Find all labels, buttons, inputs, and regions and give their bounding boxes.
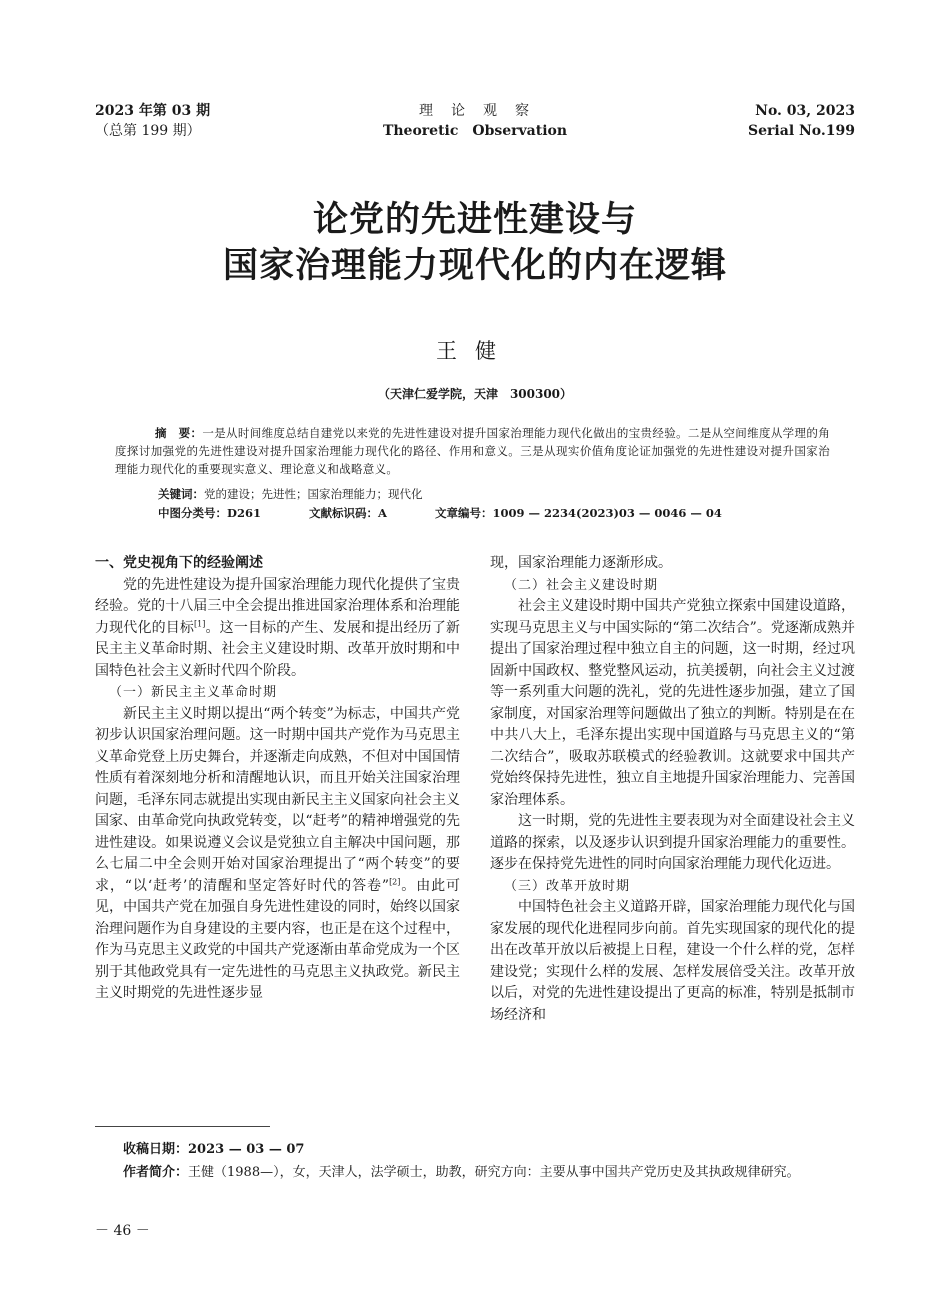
- clc-value: D261: [227, 506, 261, 520]
- article-number-label: 文章编号：: [434, 506, 493, 520]
- author-bio-text: 王健（1988—），女，天津人，法学硕士，助教，研究方向：主要从事中国共产党历史及其执政规律研究。: [188, 1165, 800, 1180]
- journal-issue: [95, 101, 210, 141]
- subsection-heading: （一）新民主主义革命时期: [109, 685, 278, 700]
- citation: [1]: [194, 618, 206, 628]
- section-heading-1: 一、党史视角下的经验阐述: [95, 555, 263, 571]
- title-line-2: 国家治理能力现代化的内在逻辑: [222, 246, 727, 286]
- keywords: [158, 485, 423, 503]
- author-bio: [95, 1162, 855, 1183]
- subsection-heading: （三）改革开放时期: [504, 878, 631, 894]
- paragraph: 这一时期，党的先进性主要表现为对全面建设社会主义道路的探索，以及逐步认识到提升国家治理能力的重要性。逐步在保持党先进性的同时向国家治理能力现代化迈进。: [490, 813, 855, 872]
- classification-line: [158, 504, 722, 522]
- page-number: － 46 －: [95, 1223, 150, 1239]
- author-affiliation: （天津仁爱学院，天津 300300）: [377, 387, 573, 401]
- abstract: [115, 424, 830, 478]
- paragraph: 社会主义建设时期中国共产党独立探索中国建设道路，实现马克思主义与中国实际的“第二次结合”。党逐渐成熟并提出了国家治理过程中独立自主的问题，这一时期，经过巩固新中国政权、整党整风运动，抗美援朝，向社会主义过渡等一系列重大问题的洗礼，党的先进性逐步加强，建立了国家制度，对国家治理等问题做出了独立的判断。特别是在在中共八大上，毛泽东提出实现中国道路与马克思主义的“第二次结合”，吸取苏联模式的经验教训。这就要求中国共产党始终保持先进性，独立自主地提升国家治理能力、完善国家治理体系。: [490, 598, 855, 808]
- received-value: 2023 — 03 — 07: [188, 1142, 305, 1157]
- doc-code-value: A: [378, 506, 387, 520]
- journal-name-en: Theoretic Observation: [382, 123, 568, 139]
- journal-name: [345, 101, 605, 141]
- paragraph: 新民主主义时期以提出“两个转变”为标志，中国共产党初步认识国家治理问题。这一时期中国共产党作为马克思主义革命党登上历史舞台，并逐渐走向成熟，不但对中国国情性质有着深刻地分析和清醒地认识，而且开始关注国家治理问题，毛泽东同志就提出实现由新民主主义国家向社会主义国家、由革命党向执政党转变，以“赶考”的精神增强党的先进性建设。如果说遵义会议是党独立自主解决中国问题，那么七届二中全会则开始对国家治理提出了“两个转变”的要求，“以‘赶考’的清醒和坚定答好时代的答卷”[2]。由此可见，中国共产党在加强自身先进性建设的同时，始终以国家治理问题作为自身建设的主要内容，也正是在这个过程中，作为马克思主义政党的中国共产党逐渐由革命党成为一个区别于其他政党具有一定先进性的马克思主义执政党。新民主主义时期党的先进性逐步显: [95, 705, 460, 1001]
- footnote-divider: [95, 1126, 270, 1127]
- paragraph: 中国特色社会主义道路开辟，国家治理能力现代化与国家发展的现代化进程同步向前。首先实现国家的现代化的提出在改革开放以后被提上日程，建设一个什么样的党，怎样建设党；实现什么样的发展、怎样发展倍受关注。改革开放以后，对党的先进性建设提出了更高的标准，特别是抵制市场经济和: [490, 899, 855, 1023]
- abstract-label: 摘 要：: [155, 426, 203, 440]
- subsection-heading: （二）社会主义建设时期: [504, 577, 659, 593]
- serial-number-line: Serial No.199: [748, 123, 855, 139]
- title-line-1: 论党的先进性建设与: [312, 200, 637, 240]
- received-date: [95, 1139, 855, 1160]
- keywords-text: 党的建设；先进性；国家治理能力；现代化: [204, 487, 423, 501]
- paragraph-continuation: 现，国家治理能力逐渐形成。: [490, 555, 672, 571]
- number-line: No. 03, 2023: [755, 103, 855, 119]
- author-bio-label: 作者简介：: [123, 1165, 189, 1180]
- journal-name-cn: 理 论 观 察: [419, 103, 531, 119]
- paragraph: 党的先进性建设为提升国家治理能力现代化提供了宝贵经验。党的十八届三中全会提出推进国家治理体系和治理能力现代化的目标[1]。这一目标的产生、发展和提出经历了新民主主义革命时期、社会主义建设时期、改革开放时期和中国特色社会主义新时代四个阶段。: [95, 576, 461, 679]
- article-title: [0, 197, 950, 289]
- issue-line: 2023 年第 03 期: [95, 103, 211, 119]
- clc-label: 中图分类号：: [158, 506, 227, 520]
- keywords-label: 关键词：: [158, 487, 204, 501]
- journal-number: [748, 101, 855, 141]
- body-right-column: [490, 553, 855, 1026]
- serial-issue-line: （总第 199 期）: [95, 123, 201, 139]
- citation: [2]: [389, 876, 401, 886]
- body-left-column: [95, 553, 460, 1005]
- abstract-text: 一是从时间维度总结自建党以来党的先进性建设对提升国家治理能力现代化做出的宝贵经验。二是从空间维度从学理的角度探讨加强党的先进性建设对提升国家治理能力现代化的路径、作用和意义。三是从现实价值角度论证加强党的先进性建设对提升国家治理能力现代化的重要现实意义、理论意义和战略意义。: [115, 426, 830, 476]
- received-label: 收稿日期：: [123, 1142, 189, 1157]
- article-number-value: 1009 — 2234(2023)03 — 0046 — 04: [492, 506, 722, 520]
- doc-code-label: 文献标识码：: [309, 506, 379, 520]
- author-name: 王健: [436, 339, 514, 363]
